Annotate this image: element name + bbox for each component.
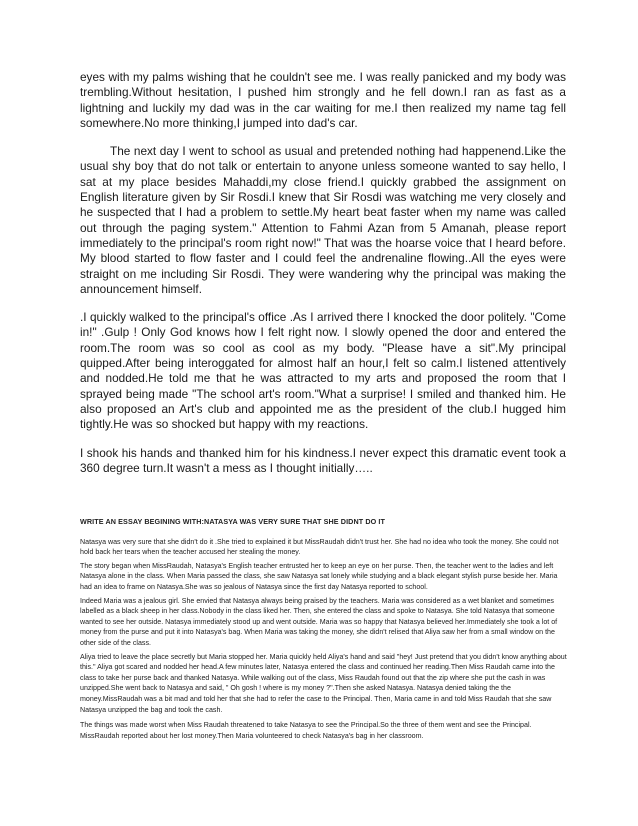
essay-paragraph: Aliya tried to leave the place secretly but Maria stopped her. Maria quickly held Aliya's hand and said "hey! Just pretend that you didn't know anything about this." Aliya got scared and nodded her head.A few minutes later, Natasya entered the class and continued her reading.Then Miss Raudah came into the class to take her purse back and thanked Natasya. While walking out of the class, Miss Raudah found out that the zip where she put the cash in was unzipped.She went back to Natasya and said, " Oh gosh ! where is my money ?".Then she asked Natasya. Natasya denied taking the the money.MissRaudah was a bit mad and told her that she had to refer the case to the Principal. Then, Maria came in and told Miss Raudah that she saw Natasya unzipped the bag and took the cash. xyxy=(80,652,567,714)
essay-section xyxy=(80,517,568,744)
story-paragraph: The next day I went to school as usual and pretended nothing had happenend.Like the usual shy boy that do not talk or entertain to anyone unless someone wanted to say hello, I sat at my place besides Mahaddi,my close friend.I quickly grabbed the assignment on English literature given by Sir Rosdi.I knew that Sir Rosdi was watching me very closely and he suspected that I had a problem to settle.My heart beat faster when my name was called out through the paging system." Attention to Fahmi Azan from 5 Amanah, please report immediately to the principal's room right now!" That was the hoarse voice that I heard before. My blood started to flow faster and I could feel the andrenaline flowing..All the eyes were straight on me including Sir Rosdi. They were wandering why the principal was making the announcement himself. xyxy=(80,144,566,296)
essay-paragraph: The things was made worst when Miss Raudah threatened to take Natasya to see the Principal.So the three of them went and see the Principal. MissRaudah reported about her lost money.Then Maria volunteered to check Natasya's bag in her classroom. xyxy=(80,721,532,740)
essay-paragraph: The story began when MissRaudah, Natasya's English teacher entrusted her to keep an eye on her purse. Then, the teacher went to the ladies and left Natasya alone in the class. When Maria passed the class, she saw Natasya sat lonely while studying and a black elegant stylish purse beside her. Maria had an idea to frame on Natasya.She was so jealous of Natasya since the first day Natasya reported to school. xyxy=(80,561,558,591)
main-story-text xyxy=(80,70,566,489)
essay-paragraph: Indeed Maria was a jealous girl. She envied that Natasya always being praised by the teachers. Maria was considered as a wet blanket and sometimes labelled as a black sheep in her class.Nobody in the class liked her. Then, she entered the class and spoke to Natasya. She told Natasya that someone wanted to see her outside. Natasya immediately stood up and went outside. Maria was so happy that Natasya believed her.Immediately she took a lot of money from the purse and put it into Natasya's bag. When Maria was taking the money, she didn't relised that Aliya saw her from a small window on the other side of the class. xyxy=(80,596,558,647)
story-paragraph: .I quickly walked to the principal's office .As I arrived there I knocked the door politely. "Come in!" .Gulp ! Only God knows how I felt right now. I slowly opened the door and entered the room.The room was so cool as cool as my body. "Please have a sit".My principal quipped.After being interoggated for almost half an hour,I felt so calm.I listened attentively and nodded.He told me that he was attracted to my arts and proposed the room that I sprayed being made "The school art's room."What a surprise! I smiled and thanked him. He also proposed an Art's club and appointed me as the president of the club.I hugged him tightly.He was so shocked but happy with my reactions. xyxy=(80,310,566,432)
essay-paragraph: Natasya was very sure that she didn't do it .She tried to explained it but MissRaudah didn't trust her. She had no idea who took the money. She could not hold back her tears when the teacher accused her stealing the money. xyxy=(80,537,559,557)
story-paragraph: I shook his hands and thanked him for his kindness.I never expect this dramatic event took a 360 degree turn.It wasn't a mess as I thought initially….. xyxy=(80,445,566,475)
story-paragraph: eyes with my palms wishing that he couldn't see me. I was really panicked and my body was trembling.Without hesitation, I pushed him strongly and he fell down.I ran as fast as a lightning and luckily my dad was in the car waiting for me.I then realized my name tag fell somewhere.No more thinking,I jumped into dad's car. xyxy=(80,70,566,130)
essay-heading: WRITE AN ESSAY BEGINING WITH:NATASYA WAS VERY SURE THAT SHE DIDNT DO IT xyxy=(80,517,385,526)
